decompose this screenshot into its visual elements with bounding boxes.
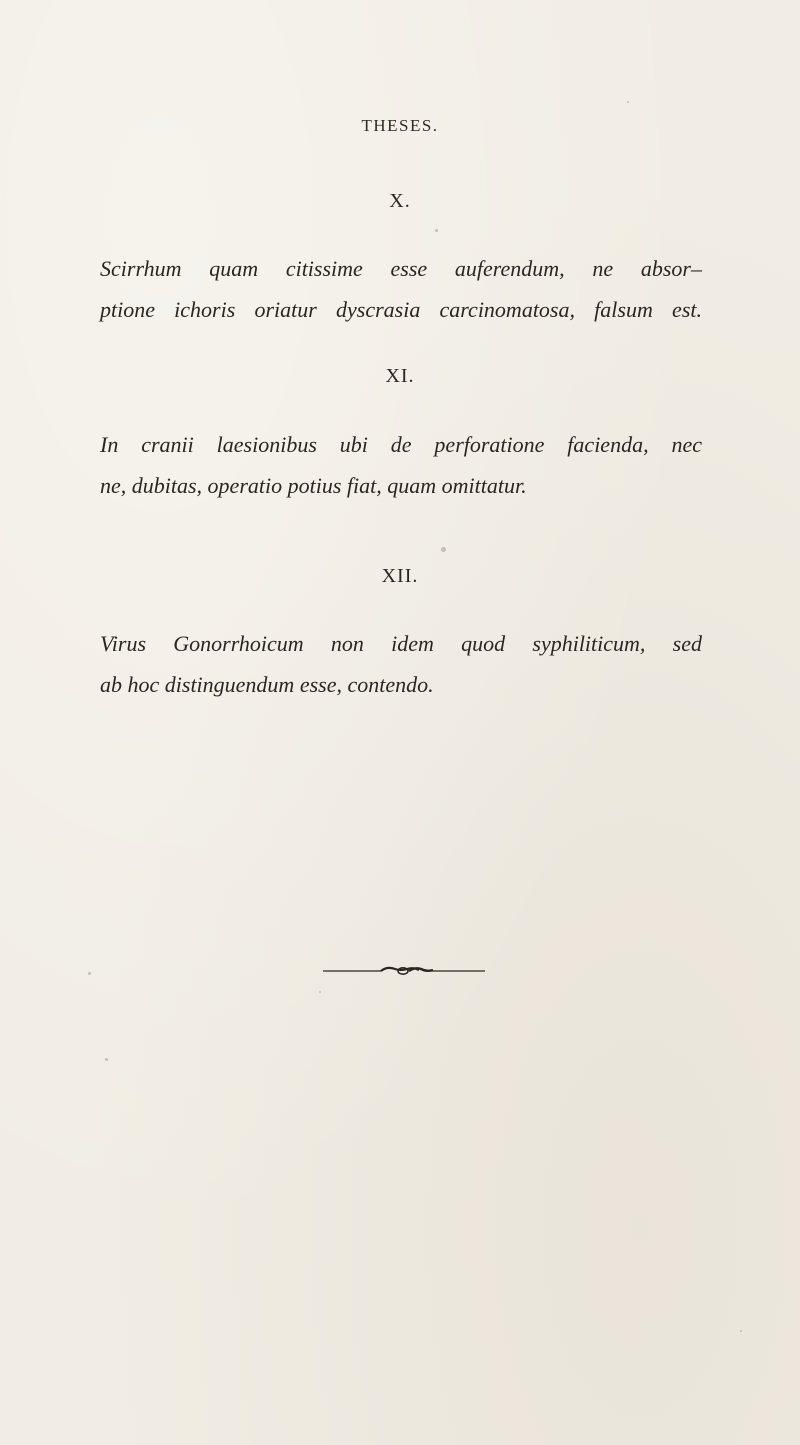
paper-speck: [740, 1330, 742, 1332]
thesis-paragraph: [100, 623, 702, 705]
thesis-line: ab hoc distinguendum esse, contendo.: [100, 672, 434, 697]
paper-speck: [435, 229, 438, 232]
closing-rule-ornament: [323, 964, 485, 978]
thesis-line: Virus Gonorrhoicum non idem quod syphiliticum, sed: [100, 631, 702, 656]
thesis-line: ptione ichoris oriatur dyscrasia carcinomatosa, falsum est.: [100, 297, 702, 322]
thesis-numeral: XII.: [381, 565, 419, 587]
thesis-numeral: X.: [389, 190, 411, 212]
thesis-paragraph: [100, 248, 702, 330]
thesis-line: In cranii laesionibus ubi de perforatione facienda, nec: [100, 432, 702, 457]
running-head: THESES.: [361, 116, 439, 135]
thesis-paragraph: [100, 424, 702, 506]
paper-speck: [627, 101, 629, 103]
paper-speck: [319, 991, 321, 993]
thesis-numeral: XI.: [385, 365, 415, 387]
paper-speck: [105, 1058, 108, 1061]
thesis-line: Scirrhum quam citissime esse auferendum, ne absor–: [100, 256, 702, 281]
thesis-line: ne, dubitas, operatio potius fiat, quam omittatur.: [100, 473, 527, 498]
paper-speck: [441, 547, 446, 552]
paper-speck: [88, 972, 91, 975]
